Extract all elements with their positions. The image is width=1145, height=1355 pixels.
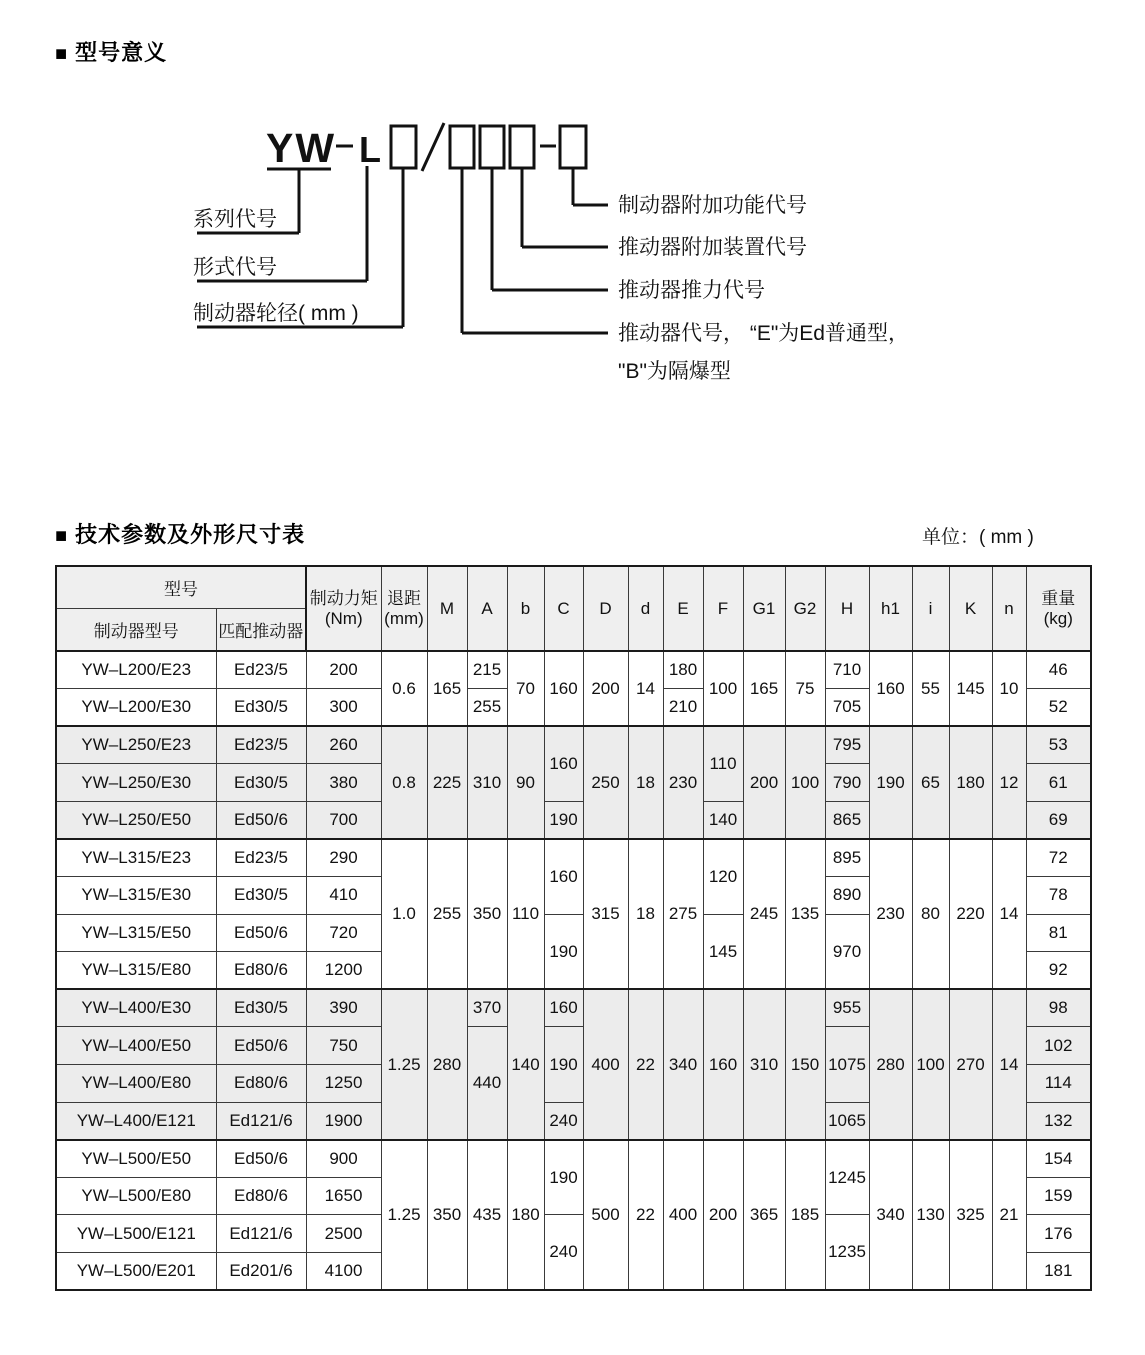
section-title-text: 技术参数及外形尺寸表 <box>75 522 306 547</box>
table-cell: YW–L315/E80 <box>56 952 216 990</box>
section-title-text: 型号意义 <box>75 40 168 65</box>
table-cell: Ed30/5 <box>216 989 306 1027</box>
table-cell: 165 <box>427 651 467 726</box>
table-cell: 200 <box>743 726 785 839</box>
table-cell: 440 <box>467 1027 507 1140</box>
table-cell: 18 <box>628 726 663 839</box>
table-cell: 190 <box>544 1140 583 1215</box>
header-retract <box>381 566 427 651</box>
table-cell: 21 <box>992 1140 1026 1290</box>
table-cell: Ed30/5 <box>216 689 306 727</box>
table-cell: 300 <box>306 689 381 727</box>
table-cell: Ed50/6 <box>216 801 306 839</box>
table-cell: 955 <box>825 989 869 1027</box>
table-cell: 160 <box>869 651 912 726</box>
header-model: 型号 <box>56 566 306 608</box>
table-cell: 53 <box>1026 726 1091 764</box>
table-cell: 55 <box>912 651 949 726</box>
header-weight <box>1026 566 1091 651</box>
table-cell: Ed50/6 <box>216 1140 306 1178</box>
header-dim-F: F <box>703 566 743 651</box>
table-cell: 365 <box>743 1140 785 1290</box>
table-cell: 135 <box>785 839 825 989</box>
table-cell: 1245 <box>825 1140 869 1215</box>
table-cell: 255 <box>467 689 507 727</box>
table-cell: 750 <box>306 1027 381 1065</box>
table-cell: 790 <box>825 764 869 802</box>
header-dim-E: E <box>663 566 703 651</box>
table-cell: Ed23/5 <box>216 839 306 877</box>
unit-label: 单位：( mm ) <box>922 527 1034 548</box>
header-dim-D: D <box>583 566 628 651</box>
table-cell: 890 <box>825 877 869 915</box>
table-cell: 240 <box>544 1215 583 1290</box>
table-cell: 130 <box>912 1140 949 1290</box>
table-cell: 400 <box>583 989 628 1139</box>
table-cell: 100 <box>703 651 743 726</box>
table-cell: 280 <box>427 989 467 1139</box>
table-cell: 159 <box>1026 1177 1091 1215</box>
table-cell: 180 <box>949 726 992 839</box>
header-weight-label: 重量 <box>1041 588 1076 608</box>
table-cell: Ed23/5 <box>216 651 306 689</box>
table-cell: 500 <box>583 1140 628 1290</box>
table-cell: 46 <box>1026 651 1091 689</box>
table-cell: 310 <box>467 726 507 839</box>
table-cell: 2500 <box>306 1215 381 1253</box>
table-cell: 240 <box>544 1102 583 1140</box>
header-dim-H: H <box>825 566 869 651</box>
table-cell: 1.0 <box>381 839 427 989</box>
table-cell: 180 <box>663 651 703 689</box>
table-cell: 14 <box>992 839 1026 989</box>
model-series-text: YW <box>266 125 337 171</box>
table-cell: 14 <box>628 651 663 726</box>
table-cell: 98 <box>1026 989 1091 1027</box>
table-cell: 900 <box>306 1140 381 1178</box>
table-cell: 10 <box>992 651 1026 726</box>
table-cell: 1650 <box>306 1177 381 1215</box>
table-cell: YW–L200/E23 <box>56 651 216 689</box>
label-thruster-code-line2: "B"为隔爆型 <box>618 360 731 383</box>
model-slash <box>422 123 444 171</box>
table-cell: 145 <box>703 914 743 989</box>
table-cell: 290 <box>306 839 381 877</box>
model-code-diagram <box>0 100 1145 400</box>
table-cell: 80 <box>912 839 949 989</box>
label-thruster-code: 推动器代号， “E"为Ed普通型， <box>618 322 909 345</box>
label-thruster-device-code: 推动器附加装置代号 <box>618 236 807 259</box>
table-cell: 710 <box>825 651 869 689</box>
table-cell: 275 <box>663 839 703 989</box>
label-form-code: 形式代号 <box>193 256 277 279</box>
header-dim-A: A <box>467 566 507 651</box>
header-torque <box>306 566 381 651</box>
table-cell: 970 <box>825 914 869 989</box>
table-cell: Ed201/6 <box>216 1253 306 1291</box>
spec-table <box>55 565 1092 1291</box>
table-cell: 795 <box>825 726 869 764</box>
header-torque-label: 制动力矩 <box>309 588 378 608</box>
table-cell: 200 <box>306 651 381 689</box>
table-cell: 400 <box>663 1140 703 1290</box>
table-cell: Ed30/5 <box>216 877 306 915</box>
table-cell: 61 <box>1026 764 1091 802</box>
table-cell: 120 <box>703 839 743 914</box>
table-cell: 140 <box>507 989 544 1139</box>
header-dim-n: n <box>992 566 1026 651</box>
table-cell: 78 <box>1026 877 1091 915</box>
table-cell: YW–L500/E80 <box>56 1177 216 1215</box>
table-cell: YW–L400/E30 <box>56 989 216 1027</box>
header-dim-M: M <box>427 566 467 651</box>
table-cell: 310 <box>743 989 785 1139</box>
table-cell: 181 <box>1026 1253 1091 1291</box>
header-dim-G1: G1 <box>743 566 785 651</box>
table-cell: Ed30/5 <box>216 764 306 802</box>
table-cell: 220 <box>949 839 992 989</box>
table-cell: 210 <box>663 689 703 727</box>
table-cell: 350 <box>427 1140 467 1290</box>
table-cell: 190 <box>544 801 583 839</box>
table-row <box>56 839 1091 877</box>
label-thruster-thrust-code: 推动器推力代号 <box>618 279 765 302</box>
table-cell: 52 <box>1026 689 1091 727</box>
header-dim-i: i <box>912 566 949 651</box>
model-code-box-thruster <box>450 126 474 168</box>
table-cell: 250 <box>583 726 628 839</box>
table-cell: YW–L200/E30 <box>56 689 216 727</box>
table-cell: YW–L315/E30 <box>56 877 216 915</box>
header-dim-C: C <box>544 566 583 651</box>
table-cell: YW–L250/E50 <box>56 801 216 839</box>
table-row <box>56 989 1091 1027</box>
table-cell: 154 <box>1026 1140 1091 1178</box>
table-cell: 200 <box>583 651 628 726</box>
table-cell: 145 <box>949 651 992 726</box>
table-cell: 1.25 <box>381 1140 427 1290</box>
table-cell: 1.25 <box>381 989 427 1139</box>
table-cell: Ed50/6 <box>216 914 306 952</box>
table-cell: YW–L250/E23 <box>56 726 216 764</box>
table-cell: 190 <box>544 1027 583 1102</box>
table-cell: 81 <box>1026 914 1091 952</box>
table-cell: 185 <box>785 1140 825 1290</box>
table-cell: 350 <box>467 839 507 989</box>
table-cell: 325 <box>949 1140 992 1290</box>
table-cell: 865 <box>825 801 869 839</box>
table-row <box>56 726 1091 764</box>
table-cell: 90 <box>507 726 544 839</box>
table-cell: Ed23/5 <box>216 726 306 764</box>
header-retract-label: 退距 <box>387 588 421 608</box>
table-cell: 0.8 <box>381 726 427 839</box>
table-cell: 100 <box>912 989 949 1139</box>
table-cell: 140 <box>703 801 743 839</box>
table-cell: 18 <box>628 839 663 989</box>
table-cell: 14 <box>992 989 1026 1139</box>
table-cell: 69 <box>1026 801 1091 839</box>
square-bullet-icon: ■ <box>55 525 69 547</box>
table-cell: 70 <box>507 651 544 726</box>
table-cell: 132 <box>1026 1102 1091 1140</box>
table-cell: 160 <box>703 989 743 1139</box>
header-matching-thruster: 匹配推动器 <box>216 608 306 651</box>
table-cell: 180 <box>507 1140 544 1290</box>
table-cell: 4100 <box>306 1253 381 1291</box>
table-cell: 270 <box>949 989 992 1139</box>
table-cell: 12 <box>992 726 1026 839</box>
table-cell: 315 <box>583 839 628 989</box>
table-cell: 1075 <box>825 1027 869 1102</box>
table-cell: YW–L315/E50 <box>56 914 216 952</box>
model-code-box-thrust <box>480 126 504 168</box>
table-cell: 1250 <box>306 1065 381 1103</box>
header-dim-b: b <box>507 566 544 651</box>
table-cell: 65 <box>912 726 949 839</box>
table-cell: 245 <box>743 839 785 989</box>
table-cell: 1235 <box>825 1215 869 1290</box>
header-dim-d: d <box>628 566 663 651</box>
table-cell: 160 <box>544 839 583 914</box>
table-cell: 435 <box>467 1140 507 1290</box>
table-cell: 22 <box>628 1140 663 1290</box>
header-retract-unit: (mm) <box>384 608 424 628</box>
table-cell: 280 <box>869 989 912 1139</box>
table-cell: 190 <box>869 726 912 839</box>
table-cell: 230 <box>663 726 703 839</box>
table-cell: 110 <box>507 839 544 989</box>
table-cell: 340 <box>869 1140 912 1290</box>
table-cell: 100 <box>785 726 825 839</box>
label-brake-function-code: 制动器附加功能代号 <box>618 194 807 217</box>
table-cell: Ed121/6 <box>216 1215 306 1253</box>
table-cell: 705 <box>825 689 869 727</box>
header-dim-h1: h1 <box>869 566 912 651</box>
table-cell: 720 <box>306 914 381 952</box>
table-cell: 0.6 <box>381 651 427 726</box>
table-cell: 370 <box>467 989 507 1027</box>
header-torque-unit: (Nm) <box>324 608 363 628</box>
table-cell: 410 <box>306 877 381 915</box>
table-row <box>56 1140 1091 1178</box>
table-cell: YW–L500/E121 <box>56 1215 216 1253</box>
table-cell: 160 <box>544 726 583 801</box>
table-cell: 215 <box>467 651 507 689</box>
table-row <box>56 651 1091 689</box>
table-cell: YW–L400/E80 <box>56 1065 216 1103</box>
header-dim-G2: G2 <box>785 566 825 651</box>
table-cell: 92 <box>1026 952 1091 990</box>
table-cell: Ed80/6 <box>216 1065 306 1103</box>
table-cell: Ed80/6 <box>216 1177 306 1215</box>
header-weight-unit: (kg) <box>1043 608 1073 628</box>
table-cell: 1900 <box>306 1102 381 1140</box>
table-cell: Ed80/6 <box>216 952 306 990</box>
table-cell: 200 <box>703 1140 743 1290</box>
table-cell: YW–L400/E121 <box>56 1102 216 1140</box>
table-cell: YW–L400/E50 <box>56 1027 216 1065</box>
model-form-letter: L <box>359 129 381 170</box>
table-cell: YW–L315/E23 <box>56 839 216 877</box>
table-cell: 160 <box>544 989 583 1027</box>
table-cell: 22 <box>628 989 663 1139</box>
table-cell: YW–L250/E30 <box>56 764 216 802</box>
table-cell: 165 <box>743 651 785 726</box>
table-cell: 102 <box>1026 1027 1091 1065</box>
table-cell: 190 <box>544 914 583 989</box>
table-cell: 260 <box>306 726 381 764</box>
table-cell: Ed50/6 <box>216 1027 306 1065</box>
table-cell: 1065 <box>825 1102 869 1140</box>
table-body <box>56 651 1091 1290</box>
label-brake-diameter: 制动器轮径( mm ) <box>193 302 359 325</box>
table-cell: 110 <box>703 726 743 801</box>
table-cell: 160 <box>544 651 583 726</box>
table-cell: 390 <box>306 989 381 1027</box>
table-cell: 75 <box>785 651 825 726</box>
model-code-box-diameter <box>391 126 416 168</box>
table-cell: 895 <box>825 839 869 877</box>
model-code-box-device <box>510 126 534 168</box>
label-series-code: 系列代号 <box>193 208 277 231</box>
table-cell: 72 <box>1026 839 1091 877</box>
table-cell: 255 <box>427 839 467 989</box>
table-cell: 225 <box>427 726 467 839</box>
table-cell: 380 <box>306 764 381 802</box>
header-brake-model: 制动器型号 <box>56 608 216 651</box>
table-cell: 340 <box>663 989 703 1139</box>
table-cell: YW–L500/E201 <box>56 1253 216 1291</box>
table-cell: 114 <box>1026 1065 1091 1103</box>
table-cell: 150 <box>785 989 825 1139</box>
table-cell: 1200 <box>306 952 381 990</box>
table-cell: 176 <box>1026 1215 1091 1253</box>
table-cell: YW–L500/E50 <box>56 1140 216 1178</box>
square-bullet-icon: ■ <box>55 43 69 65</box>
table-header <box>56 566 1091 651</box>
table-cell: Ed121/6 <box>216 1102 306 1140</box>
section-title-model-meaning <box>55 36 167 67</box>
table-cell: 700 <box>306 801 381 839</box>
model-code-box-function <box>560 126 586 168</box>
header-dim-K: K <box>949 566 992 651</box>
section-title-spec-table <box>55 518 305 549</box>
table-cell: 230 <box>869 839 912 989</box>
